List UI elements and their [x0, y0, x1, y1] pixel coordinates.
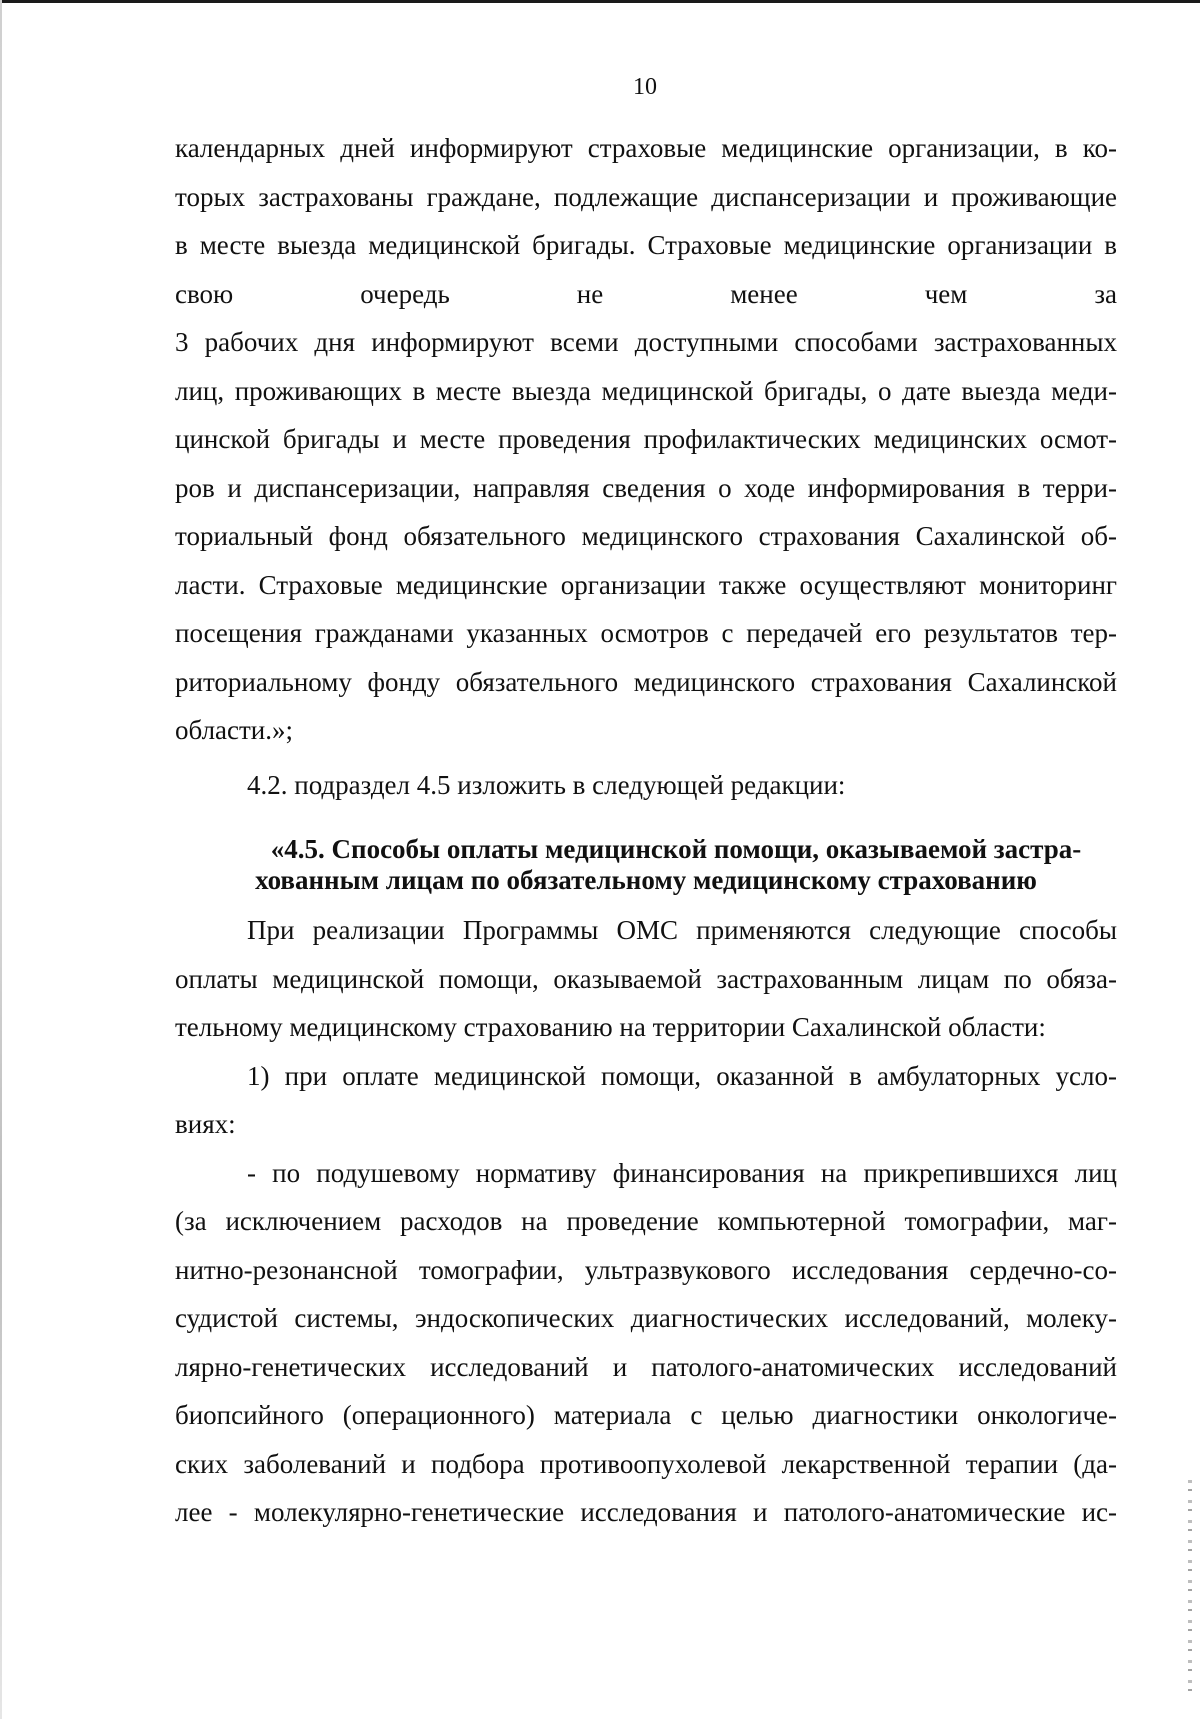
text-line: ских заболеваний и подбора противоопухолевой лекарственной терапии (да- — [175, 1448, 1117, 1479]
text-line: ласти. Страховые медицинские организации также осуществляют мониторинг — [175, 569, 1117, 600]
text-line: 4.2. подраздел 4.5 изложить в следующей редакции: — [247, 770, 846, 800]
text-line: оплаты медицинской помощи, оказываемой застрахованным лицам по обяза- — [175, 963, 1117, 994]
text-line: цинской бригады и месте проведения профилактических медицинских осмот- — [175, 424, 1117, 454]
text-line: лее - молекулярно-генетические исследования и патолого-анатомические ис- — [175, 1497, 1117, 1527]
text-line: При реализации Программы ОМС применяются следующие способы — [247, 915, 1117, 945]
text-line: судистой системы, эндоскопических диагностических исследований, молеку- — [175, 1303, 1117, 1333]
scan-top-border — [0, 0, 1200, 3]
text-line: (за исключением расходов на проведение компьютерной томографии, маг- — [175, 1206, 1117, 1236]
page-number: 10 — [633, 74, 657, 100]
text-line: виях: — [175, 1109, 236, 1139]
text-line: в месте выезда медицинской бригады. Страховые медицинские организации в — [175, 230, 1117, 260]
text-line: календарных дней информируют страховые медицинские организации, в ко- — [175, 133, 1117, 163]
text-line: ториальный фонд обязательного медицинского страхования Сахалинской об- — [175, 521, 1117, 551]
text-line: - по подушевому нормативу финансирования на прикрепившихся лиц — [247, 1157, 1117, 1188]
text-line: тельному медицинскому страхованию на территории Сахалинской области: — [175, 1012, 1046, 1042]
text-line: лярно-генетических исследований и патолого-анатомических исследований — [175, 1351, 1117, 1382]
text-line: риториальному фонду обязательного медицинского страхования Сахалинской — [175, 666, 1117, 697]
scan-left-edge — [0, 0, 2, 1719]
text-line: свою очередь не менее чем за — [175, 278, 1117, 309]
scan-noise-marks — [1188, 1480, 1192, 1700]
text-line: 1) при оплате медицинской помощи, оказанной в амбулаторных усло- — [247, 1060, 1117, 1091]
heading-line: «4.5. Способы оплаты медицинской помощи, оказываемой застра- — [270, 834, 1082, 864]
text-line: посещения гражданами указанных осмотров с передачей его результатов тер- — [175, 618, 1117, 648]
paragraph-continuation — [175, 124, 1117, 755]
text-line: лиц, проживающих в месте выезда медицинской бригады, о дате выезда меди- — [175, 375, 1117, 406]
text-line: нитно-резонансной томографии, ультразвукового исследования сердечно-со- — [175, 1254, 1117, 1285]
text-line: торых застрахованы граждане, подлежащие диспансеризации и проживающие — [175, 181, 1117, 212]
text-line: 3 рабочих дня информируют всеми доступными способами застрахованных — [175, 327, 1117, 357]
item-4-2 — [175, 761, 1117, 810]
text-line: биопсийного (операционного) материала с целью диагностики онкологиче- — [175, 1400, 1117, 1430]
heading-line: хованным лицам по обязательному медицинскому страхованию — [255, 865, 1037, 895]
section-heading — [175, 834, 1117, 896]
text-line: ров и диспансеризации, направляя сведения о ходе информирования в терри- — [175, 472, 1117, 503]
paragraph-payment-methods — [175, 906, 1117, 1537]
text-line: области.»; — [175, 715, 294, 745]
